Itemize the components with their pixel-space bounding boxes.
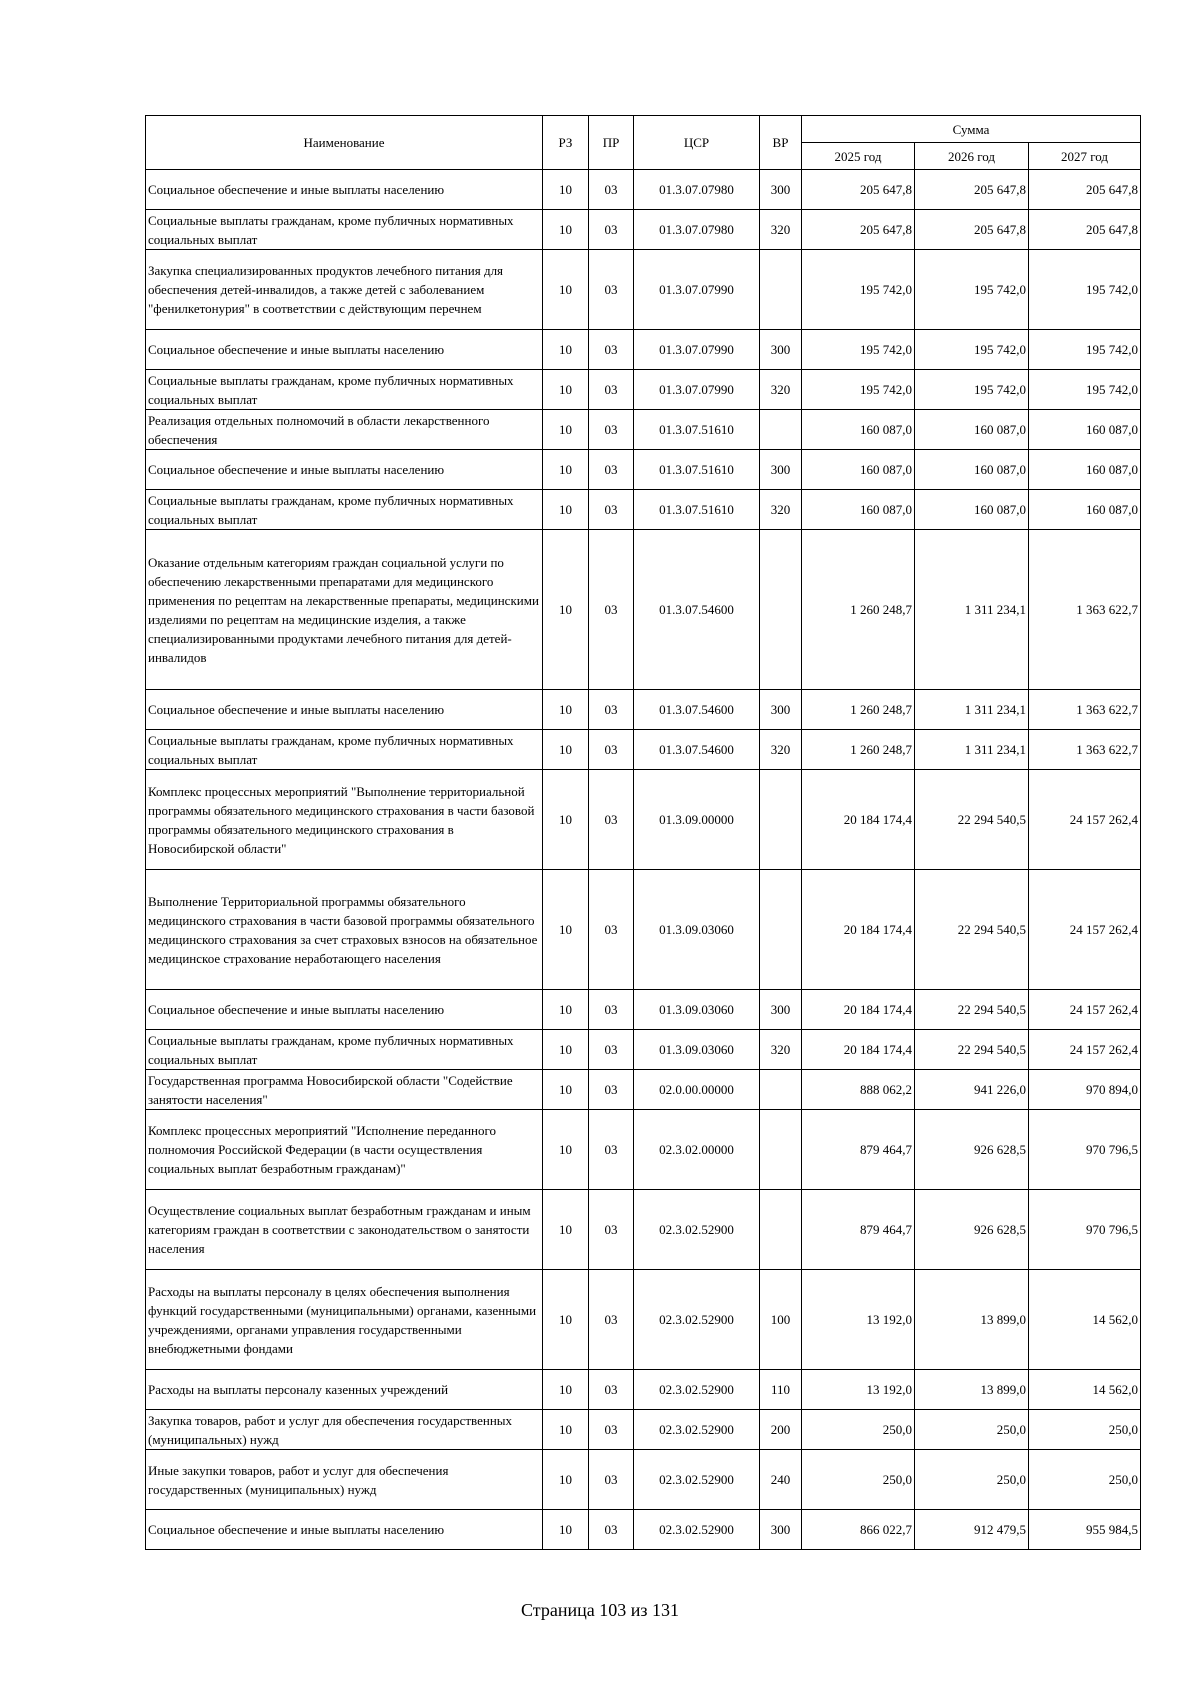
cell-vr: [760, 530, 802, 690]
header-year-2027: 2027 год: [1029, 143, 1141, 170]
cell-sum-2026: 22 294 540,5: [915, 770, 1029, 870]
cell-name: Государственная программа Новосибирской области "Содействие занятости населения": [146, 1070, 543, 1110]
cell-sum-2025: 20 184 174,4: [802, 870, 915, 990]
cell-sum-2027: 970 796,5: [1029, 1190, 1141, 1270]
cell-csr: 01.3.09.03060: [634, 1030, 760, 1070]
cell-pr: 03: [589, 990, 634, 1030]
table-row: [146, 170, 1141, 210]
cell-name: Осуществление социальных выплат безработным гражданам и иным категориям граждан в соответствии с законодательством о занятости населения: [146, 1190, 543, 1270]
cell-rz: 10: [543, 770, 589, 870]
cell-pr: 03: [589, 1030, 634, 1070]
cell-pr: 03: [589, 1270, 634, 1370]
header-rz: РЗ: [543, 116, 589, 170]
cell-sum-2027: 955 984,5: [1029, 1510, 1141, 1550]
cell-sum-2026: 13 899,0: [915, 1270, 1029, 1370]
cell-sum-2027: 1 363 622,7: [1029, 730, 1141, 770]
cell-sum-2027: 195 742,0: [1029, 250, 1141, 330]
cell-sum-2025: 888 062,2: [802, 1070, 915, 1110]
cell-sum-2025: 20 184 174,4: [802, 1030, 915, 1070]
cell-pr: 03: [589, 1510, 634, 1550]
cell-sum-2027: 14 562,0: [1029, 1270, 1141, 1370]
cell-pr: 03: [589, 250, 634, 330]
cell-csr: 02.3.02.52900: [634, 1450, 760, 1510]
cell-sum-2026: 195 742,0: [915, 330, 1029, 370]
cell-csr: 01.3.07.51610: [634, 450, 760, 490]
table-row: [146, 1370, 1141, 1410]
header-pr: ПР: [589, 116, 634, 170]
cell-pr: 03: [589, 870, 634, 990]
cell-pr: 03: [589, 170, 634, 210]
cell-pr: 03: [589, 490, 634, 530]
cell-sum-2025: 13 192,0: [802, 1370, 915, 1410]
cell-rz: 10: [543, 870, 589, 990]
cell-vr: 300: [760, 690, 802, 730]
cell-vr: [760, 770, 802, 870]
cell-sum-2027: 1 363 622,7: [1029, 690, 1141, 730]
table-row: [146, 250, 1141, 330]
cell-sum-2027: 195 742,0: [1029, 370, 1141, 410]
header-year-2026: 2026 год: [915, 143, 1029, 170]
table-row: [146, 370, 1141, 410]
table-row: [146, 990, 1141, 1030]
cell-sum-2026: 160 087,0: [915, 490, 1029, 530]
cell-csr: 01.3.09.00000: [634, 770, 760, 870]
cell-name: Расходы на выплаты персоналу в целях обеспечения выполнения функций государственными (муниципальными) органами, казенными учреждениями, органами управления государственными внебюджетными фондами: [146, 1270, 543, 1370]
cell-sum-2026: 941 226,0: [915, 1070, 1029, 1110]
cell-csr: 01.3.07.51610: [634, 410, 760, 450]
cell-sum-2025: 1 260 248,7: [802, 690, 915, 730]
cell-sum-2027: 24 157 262,4: [1029, 870, 1141, 990]
cell-sum-2025: 195 742,0: [802, 250, 915, 330]
cell-vr: 320: [760, 490, 802, 530]
cell-sum-2026: 160 087,0: [915, 450, 1029, 490]
cell-csr: 01.3.07.07990: [634, 330, 760, 370]
cell-rz: 10: [543, 690, 589, 730]
cell-name: Оказание отдельным категориям граждан социальной услуги по обеспечению лекарственными препаратами для медицинского применения по рецептам на лекарственные препараты, медицинскими изделиями по рецептам на медицинские изделия, а также специализированными продуктами лечебного питания для детей-инвалидов: [146, 530, 543, 690]
cell-csr: 01.3.07.07990: [634, 370, 760, 410]
cell-sum-2025: 20 184 174,4: [802, 770, 915, 870]
cell-sum-2027: 250,0: [1029, 1410, 1141, 1450]
cell-name: Выполнение Территориальной программы обязательного медицинского страхования в части базовой программы обязательного медицинского страхования за счет страховых взносов на обязательное медицинское страхование неработающего населения: [146, 870, 543, 990]
cell-pr: 03: [589, 730, 634, 770]
cell-rz: 10: [543, 990, 589, 1030]
cell-sum-2025: 879 464,7: [802, 1190, 915, 1270]
table-row: [146, 410, 1141, 450]
cell-name: Закупка товаров, работ и услуг для обеспечения государственных (муниципальных) нужд: [146, 1410, 543, 1450]
table-body: [146, 170, 1141, 1550]
cell-vr: 100: [760, 1270, 802, 1370]
cell-rz: 10: [543, 450, 589, 490]
cell-vr: 320: [760, 210, 802, 250]
cell-csr: 02.3.02.52900: [634, 1270, 760, 1370]
cell-sum-2027: 205 647,8: [1029, 210, 1141, 250]
cell-sum-2026: 926 628,5: [915, 1110, 1029, 1190]
cell-vr: [760, 1110, 802, 1190]
cell-vr: 300: [760, 1510, 802, 1550]
cell-vr: 320: [760, 370, 802, 410]
cell-sum-2025: 250,0: [802, 1450, 915, 1510]
cell-sum-2027: 24 157 262,4: [1029, 770, 1141, 870]
cell-rz: 10: [543, 1450, 589, 1510]
cell-rz: 10: [543, 330, 589, 370]
cell-pr: 03: [589, 1370, 634, 1410]
cell-pr: 03: [589, 1070, 634, 1110]
cell-csr: 02.0.00.00000: [634, 1070, 760, 1110]
table-row: [146, 870, 1141, 990]
cell-name: Социальное обеспечение и иные выплаты населению: [146, 170, 543, 210]
cell-sum-2026: 1 311 234,1: [915, 730, 1029, 770]
table-row: [146, 770, 1141, 870]
header-name: Наименование: [146, 116, 543, 170]
cell-name: Социальные выплаты гражданам, кроме публичных нормативных социальных выплат: [146, 370, 543, 410]
cell-sum-2027: 14 562,0: [1029, 1370, 1141, 1410]
cell-vr: 300: [760, 170, 802, 210]
cell-csr: 01.3.07.54600: [634, 730, 760, 770]
cell-sum-2027: 970 796,5: [1029, 1110, 1141, 1190]
table-row: [146, 1410, 1141, 1450]
cell-rz: 10: [543, 410, 589, 450]
cell-csr: 01.3.07.54600: [634, 530, 760, 690]
cell-csr: 01.3.07.54600: [634, 690, 760, 730]
cell-pr: 03: [589, 1450, 634, 1510]
cell-sum-2025: 866 022,7: [802, 1510, 915, 1550]
table-row: [146, 1070, 1141, 1110]
cell-sum-2027: 970 894,0: [1029, 1070, 1141, 1110]
cell-name: Социальные выплаты гражданам, кроме публичных нормативных социальных выплат: [146, 210, 543, 250]
cell-sum-2025: 160 087,0: [802, 490, 915, 530]
cell-vr: 200: [760, 1410, 802, 1450]
cell-name: Расходы на выплаты персоналу казенных учреждений: [146, 1370, 543, 1410]
cell-vr: 110: [760, 1370, 802, 1410]
table-row: [146, 330, 1141, 370]
cell-vr: [760, 1190, 802, 1270]
header-sum: Сумма: [802, 116, 1141, 143]
cell-sum-2026: 1 311 234,1: [915, 530, 1029, 690]
cell-name: Комплекс процессных мероприятий "Исполнение переданного полномочия Российской Федерации (в части осуществления социальных выплат безработным гражданам)": [146, 1110, 543, 1190]
cell-sum-2027: 24 157 262,4: [1029, 1030, 1141, 1070]
cell-sum-2027: 24 157 262,4: [1029, 990, 1141, 1030]
cell-rz: 10: [543, 1030, 589, 1070]
cell-sum-2025: 160 087,0: [802, 450, 915, 490]
cell-sum-2025: 250,0: [802, 1410, 915, 1450]
cell-csr: 02.3.02.52900: [634, 1510, 760, 1550]
cell-rz: 10: [543, 1510, 589, 1550]
cell-rz: 10: [543, 1070, 589, 1110]
table-header: [146, 116, 1141, 170]
cell-sum-2027: 205 647,8: [1029, 170, 1141, 210]
cell-rz: 10: [543, 1110, 589, 1190]
cell-csr: 02.3.02.00000: [634, 1110, 760, 1190]
table-row: [146, 690, 1141, 730]
page-number: Страница 103 из 131: [521, 1600, 679, 1620]
cell-sum-2025: 879 464,7: [802, 1110, 915, 1190]
header-vr: ВР: [760, 116, 802, 170]
cell-csr: 01.3.09.03060: [634, 870, 760, 990]
cell-vr: [760, 410, 802, 450]
cell-rz: 10: [543, 250, 589, 330]
cell-name: Социальное обеспечение и иные выплаты населению: [146, 690, 543, 730]
cell-pr: 03: [589, 370, 634, 410]
cell-name: Социальное обеспечение и иные выплаты населению: [146, 990, 543, 1030]
cell-sum-2026: 926 628,5: [915, 1190, 1029, 1270]
cell-sum-2025: 20 184 174,4: [802, 990, 915, 1030]
cell-sum-2026: 250,0: [915, 1410, 1029, 1450]
cell-pr: 03: [589, 210, 634, 250]
cell-sum-2026: 250,0: [915, 1450, 1029, 1510]
table-row: [146, 1110, 1141, 1190]
cell-vr: 300: [760, 450, 802, 490]
cell-name: Социальные выплаты гражданам, кроме публичных нормативных социальных выплат: [146, 490, 543, 530]
cell-rz: 10: [543, 490, 589, 530]
cell-name: Реализация отдельных полномочий в области лекарственного обеспечения: [146, 410, 543, 450]
cell-name: Социальное обеспечение и иные выплаты населению: [146, 1510, 543, 1550]
table-row: [146, 210, 1141, 250]
cell-sum-2026: 13 899,0: [915, 1370, 1029, 1410]
cell-sum-2026: 160 087,0: [915, 410, 1029, 450]
cell-rz: 10: [543, 530, 589, 690]
cell-rz: 10: [543, 1190, 589, 1270]
cell-sum-2027: 195 742,0: [1029, 330, 1141, 370]
cell-csr: 02.3.02.52900: [634, 1370, 760, 1410]
cell-sum-2027: 160 087,0: [1029, 450, 1141, 490]
cell-sum-2026: 195 742,0: [915, 370, 1029, 410]
cell-sum-2026: 1 311 234,1: [915, 690, 1029, 730]
cell-vr: [760, 1070, 802, 1110]
table-row: [146, 1190, 1141, 1270]
cell-vr: 320: [760, 1030, 802, 1070]
table-row: [146, 1030, 1141, 1070]
budget-table: [145, 115, 1141, 1550]
cell-name: Социальное обеспечение и иные выплаты населению: [146, 450, 543, 490]
cell-name: Социальное обеспечение и иные выплаты населению: [146, 330, 543, 370]
cell-sum-2025: 1 260 248,7: [802, 530, 915, 690]
header-csr: ЦСР: [634, 116, 760, 170]
cell-csr: 01.3.07.07980: [634, 210, 760, 250]
cell-pr: 03: [589, 450, 634, 490]
table-row: [146, 730, 1141, 770]
cell-csr: 02.3.02.52900: [634, 1190, 760, 1270]
cell-vr: 300: [760, 990, 802, 1030]
cell-pr: 03: [589, 530, 634, 690]
cell-sum-2027: 1 363 622,7: [1029, 530, 1141, 690]
cell-rz: 10: [543, 210, 589, 250]
cell-vr: 320: [760, 730, 802, 770]
cell-name: Закупка специализированных продуктов лечебного питания для обеспечения детей-инвалидов, а также детей с заболеванием "фенилкетонурия" в соответствии с действующим перечнем: [146, 250, 543, 330]
cell-vr: 300: [760, 330, 802, 370]
cell-name: Социальные выплаты гражданам, кроме публичных нормативных социальных выплат: [146, 1030, 543, 1070]
cell-csr: 02.3.02.52900: [634, 1410, 760, 1450]
cell-sum-2025: 160 087,0: [802, 410, 915, 450]
cell-pr: 03: [589, 690, 634, 730]
table-row: [146, 1450, 1141, 1510]
table-row: [146, 530, 1141, 690]
cell-rz: 10: [543, 1410, 589, 1450]
cell-rz: 10: [543, 1270, 589, 1370]
cell-name: Комплекс процессных мероприятий "Выполнение территориальной программы обязательного медицинского страхования в части базовой программы обязательного медицинского страхования в Новосибирской области": [146, 770, 543, 870]
cell-sum-2026: 22 294 540,5: [915, 1030, 1029, 1070]
cell-sum-2027: 160 087,0: [1029, 410, 1141, 450]
cell-rz: 10: [543, 1370, 589, 1410]
cell-pr: 03: [589, 410, 634, 450]
cell-sum-2027: 160 087,0: [1029, 490, 1141, 530]
cell-rz: 10: [543, 170, 589, 210]
cell-sum-2025: 195 742,0: [802, 330, 915, 370]
cell-vr: 240: [760, 1450, 802, 1510]
cell-pr: 03: [589, 1410, 634, 1450]
table-row: [146, 450, 1141, 490]
cell-sum-2025: 195 742,0: [802, 370, 915, 410]
cell-sum-2025: 205 647,8: [802, 210, 915, 250]
cell-pr: 03: [589, 330, 634, 370]
cell-name: Иные закупки товаров, работ и услуг для обеспечения государственных (муниципальных) нужд: [146, 1450, 543, 1510]
cell-sum-2025: 205 647,8: [802, 170, 915, 210]
table-row: [146, 490, 1141, 530]
cell-sum-2025: 13 192,0: [802, 1270, 915, 1370]
cell-rz: 10: [543, 370, 589, 410]
cell-vr: [760, 870, 802, 990]
cell-sum-2025: 1 260 248,7: [802, 730, 915, 770]
cell-sum-2026: 195 742,0: [915, 250, 1029, 330]
cell-csr: 01.3.07.07980: [634, 170, 760, 210]
cell-rz: 10: [543, 730, 589, 770]
cell-pr: 03: [589, 1110, 634, 1190]
cell-sum-2026: 205 647,8: [915, 170, 1029, 210]
cell-vr: [760, 250, 802, 330]
cell-sum-2026: 22 294 540,5: [915, 870, 1029, 990]
cell-sum-2026: 205 647,8: [915, 210, 1029, 250]
table-row: [146, 1510, 1141, 1550]
cell-pr: 03: [589, 1190, 634, 1270]
table-row: [146, 1270, 1141, 1370]
cell-csr: 01.3.07.51610: [634, 490, 760, 530]
cell-sum-2026: 22 294 540,5: [915, 990, 1029, 1030]
cell-pr: 03: [589, 770, 634, 870]
cell-csr: 01.3.07.07990: [634, 250, 760, 330]
header-year-2025: 2025 год: [802, 143, 915, 170]
cell-sum-2026: 912 479,5: [915, 1510, 1029, 1550]
cell-sum-2027: 250,0: [1029, 1450, 1141, 1510]
cell-name: Социальные выплаты гражданам, кроме публичных нормативных социальных выплат: [146, 730, 543, 770]
cell-csr: 01.3.09.03060: [634, 990, 760, 1030]
